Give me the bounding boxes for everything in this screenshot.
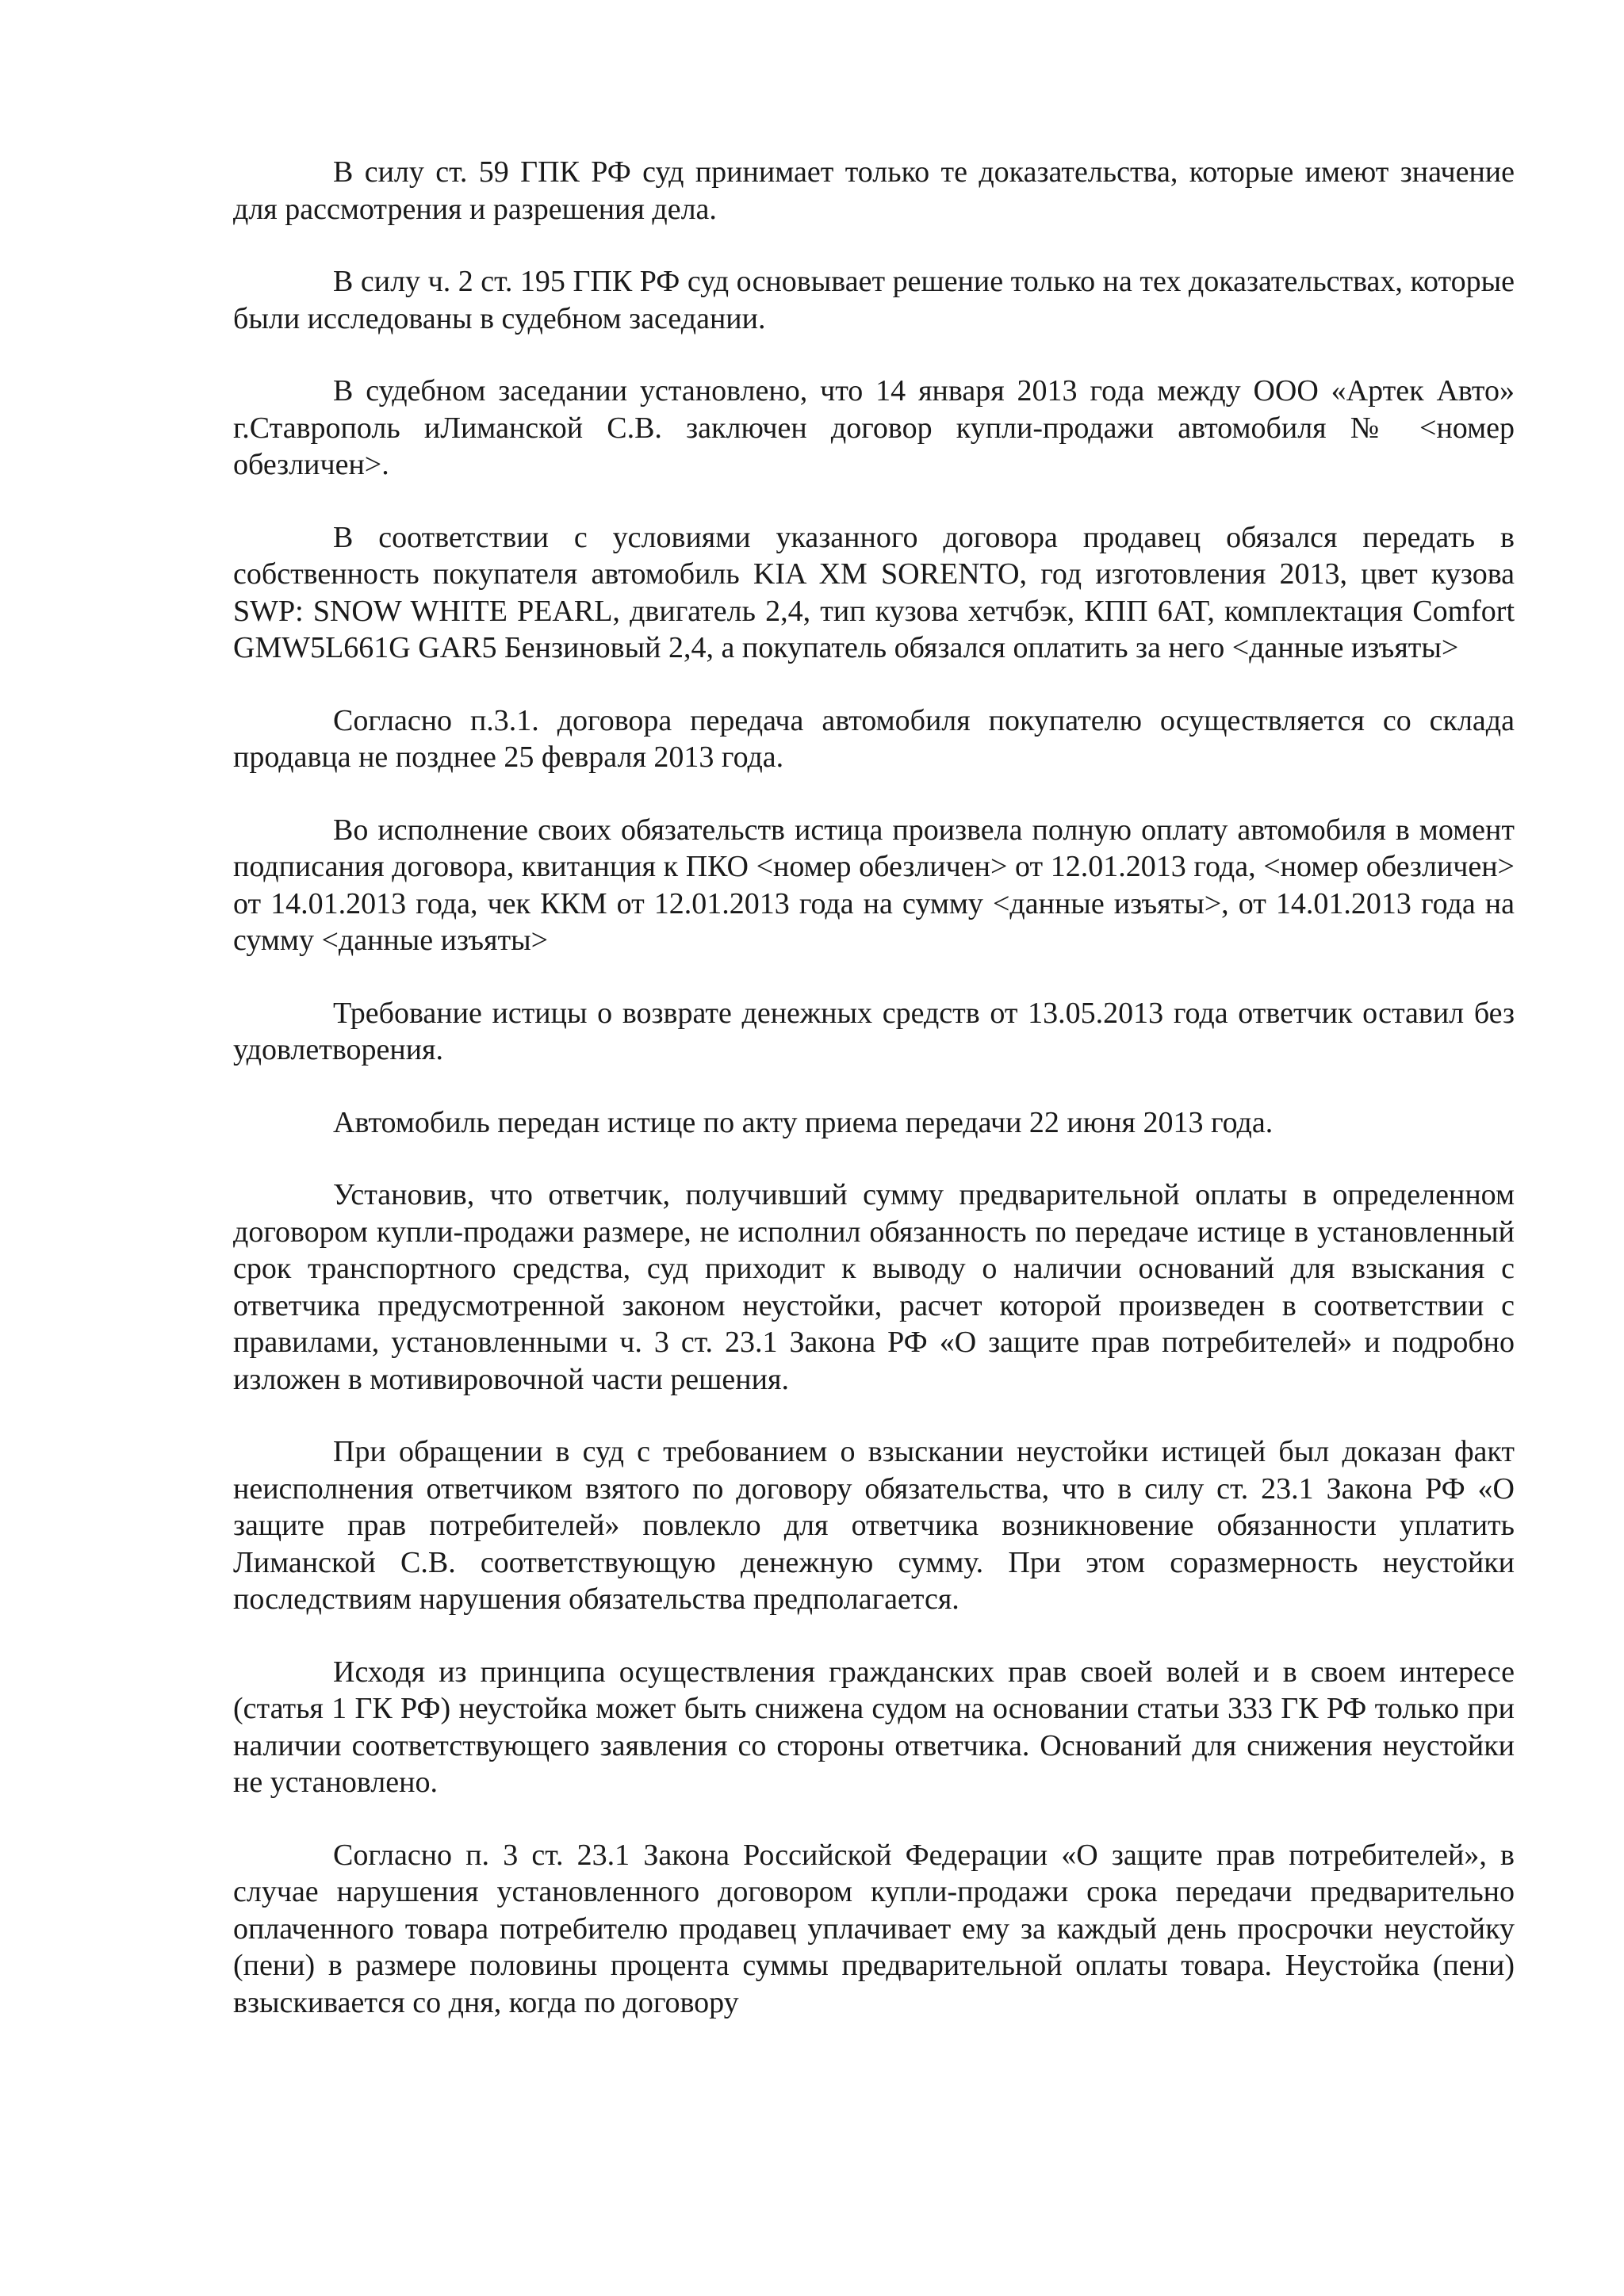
- paragraph-payment: Во исполнение своих обязательств истица произвела полную оплату автомобиля в момент подписания договора, квитанция к ПКО <номер обезличен> от 12.01.2013 года, <номер обезличен> от 14.01.2013 года, чек ККМ от 12.01.2013 года на сумму <данные изъяты>, от 14.01.2013 года на сумму <данные изъяты>: [233, 813, 1515, 957]
- paragraph-delivery-deadline: Согласно п.3.1. договора передача автомобиля покупателю осуществляется со склада продавца не позднее 25 февраля 2013 года.: [233, 703, 1515, 774]
- paragraph-obligation-breach: При обращении в суд с требованием о взыскании неустойки истицей был доказан факт неисполнения ответчиком взятого по договору обязательства, что в силу ст. 23.1 Закона РФ «О защите прав потребителей» повлекло для ответчика возникновение обязанности уплатить Лиманской С.В. соответствующую денежную сумму. При этом соразмерность неустойки последствиям нарушения обязательства предполагается.: [233, 1435, 1515, 1616]
- paragraph-penalty-reduction: Исходя из принципа осуществления гражданских прав своей волей и в своем интересе (статья 1 ГК РФ) неустойка может быть снижена судом на основании статьи 333 ГК РФ только при наличии соответствующего заявления со стороны ответчика. Оснований для снижения неустойки не установлено.: [233, 1655, 1515, 1799]
- paragraph-contract-terms: В соответствии с условиями указанного договора продавец обязался передать в собственность покупателя автомобиль KIA XM SORENTO, год изготовления 2013, цвет кузова SWP: SNOW WHITE PEARL, двигатель 2,4, тип кузова хетчбэк, КПП 6AT, комплектация Comfort GMW5L661G GAR5 Бензиновый 2,4, а покупатель обязался оплатить за него <данные изъяты>: [233, 520, 1515, 664]
- document-page: [233, 154, 1515, 2021]
- paragraph-evidence-relevance: В силу ст. 59 ГПК РФ суд принимает только те доказательства, которые имеют значение для рассмотрения и разрешения дела.: [233, 155, 1515, 226]
- paragraph-penalty-rule: Согласно п. 3 ст. 23.1 Закона Российской Федерации «О защите прав потребителей», в случае нарушения установленного договором купли-продажи срока передачи предварительно оплаченного товара потребителю продавец уплачивает ему за каждый день просрочки неустойку (пени) в размере половины процента суммы предварительной оплаты товара. Неустойка (пени) взыскивается со дня, когда по договору: [233, 1838, 1515, 2019]
- paragraph-evidence-examined: В силу ч. 2 ст. 195 ГПК РФ суд основывает решение только на тех доказательствах, которые были исследованы в судебном заседании.: [233, 265, 1515, 335]
- paragraph-penalty-grounds: Установив, что ответчик, получивший сумму предварительной оплаты в определенном договором купли-продажи размере, не исполнил обязанность по передаче истице в установленный срок транспортного средства, суд приходит к выводу о наличии оснований для взыскания с ответчика предусмотренной законом неустойки, расчет которой произведен в соответствии с правилами, установленными ч. 3 ст. 23.1 Закона РФ «О защите прав потребителей» и подробно изложен в мотивировочной части решения.: [233, 1178, 1515, 1396]
- paragraph-contract-established: В судебном заседании установлено, что 14 января 2013 года между ООО «Артек Авто» г.Ставрополь иЛиманской С.В. заключен договор купли-продажи автомобиля № <номер обезличен>.: [233, 374, 1515, 481]
- paragraph-vehicle-handover: Автомобиль передан истице по акту приема передачи 22 июня 2013 года.: [333, 1105, 1274, 1139]
- paragraph-refund-demand: Требование истицы о возврате денежных средств от 13.05.2013 года ответчик оставил без удовлетворения.: [233, 996, 1515, 1066]
